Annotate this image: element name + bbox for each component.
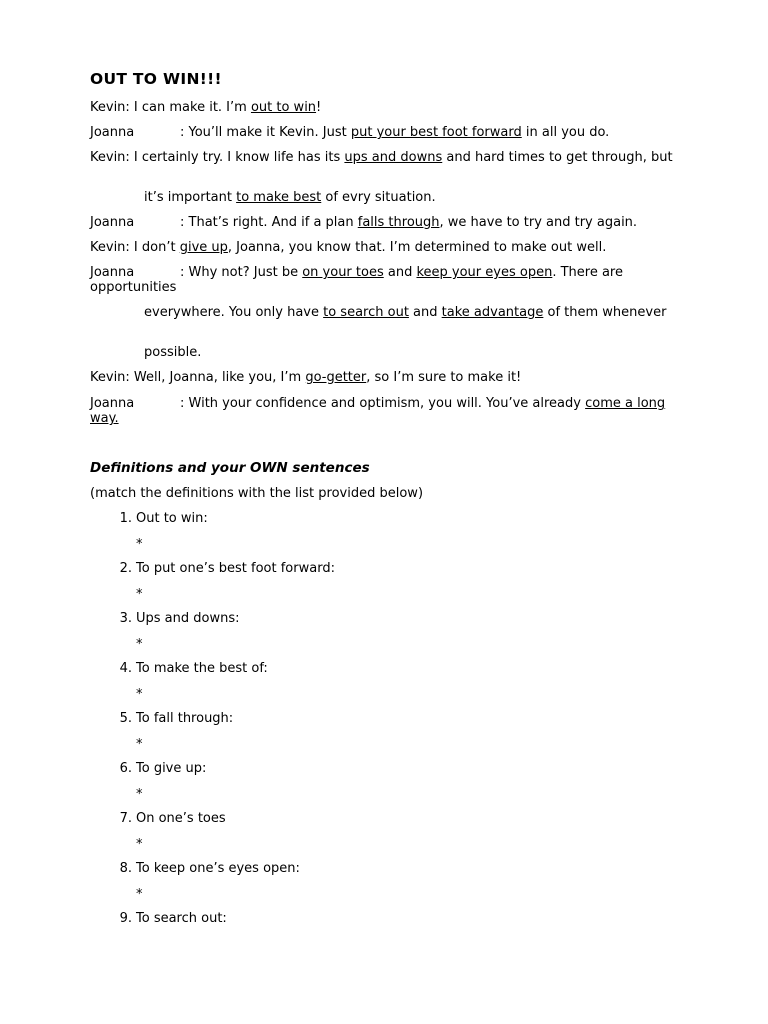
- item-term: To search out:: [136, 911, 227, 926]
- item-number: 7.: [119, 811, 132, 826]
- speaker-name: Joanna: [90, 215, 135, 230]
- idiom-underlined: to make best: [236, 190, 322, 205]
- dialogue-text: it’s important: [144, 190, 237, 205]
- dialogue-text: in all you do.: [521, 125, 610, 140]
- idiom-underlined: keep your eyes open: [416, 265, 553, 280]
- dialogue-text: Kevin: I don’t: [90, 240, 180, 255]
- idiom-underlined: take advantage: [441, 305, 544, 320]
- idiom-underlined: falls through: [357, 215, 440, 230]
- dialogue-text: possible.: [144, 345, 202, 360]
- item-term: To make the best of:: [136, 661, 268, 676]
- item-number: 4.: [119, 661, 132, 676]
- answer-bullet: *: [136, 687, 143, 702]
- item-number: 3.: [119, 611, 132, 626]
- answer-bullet: *: [136, 787, 143, 802]
- item-term: Ups and downs:: [136, 611, 240, 626]
- dialogue-text: and: [408, 305, 442, 320]
- dialogue-line: [90, 215, 680, 230]
- speaker-name: Joanna: [90, 125, 135, 140]
- item-term: To keep one’s eyes open:: [136, 861, 300, 876]
- dialogue-line: [90, 396, 680, 426]
- dialogue-text: and hard times to get through, but: [442, 150, 673, 165]
- dialogue-text: , so I’m sure to make it!: [366, 370, 522, 385]
- dialogue-line: [90, 240, 680, 255]
- dialogue-line: [90, 305, 680, 320]
- answer-bullet: *: [136, 887, 143, 902]
- dialogue-text: Kevin: I can make it. I’m: [90, 100, 251, 115]
- dialogue-text: , Joanna, you know that. I’m determined to make out well.: [227, 240, 607, 255]
- dialogue-text: : With your confidence and optimism, you will. You’ve already: [180, 396, 586, 411]
- item-term: On one’s toes: [136, 811, 226, 826]
- item-number: 9.: [119, 911, 132, 926]
- idiom-underlined: go-getter: [305, 370, 367, 385]
- idiom-underlined: ups and downs: [344, 150, 443, 165]
- speaker-name: Joanna: [90, 265, 135, 280]
- item-term: To fall through:: [136, 711, 234, 726]
- document-title: OUT TO WIN!!!: [90, 70, 222, 88]
- answer-bullet: *: [136, 537, 143, 552]
- speaker-name: Joanna: [90, 396, 135, 411]
- idiom-underlined: out to win: [250, 100, 317, 115]
- dialogue-line: [90, 150, 680, 165]
- item-number: 8.: [119, 861, 132, 876]
- item-term: To give up:: [136, 761, 207, 776]
- dialogue-line: [90, 100, 680, 115]
- dialogue-text: : Why not? Just be: [180, 265, 303, 280]
- item-number: 6.: [119, 761, 132, 776]
- dialogue-text: , we have to try and try again.: [439, 215, 638, 230]
- dialogue-text: and: [383, 265, 417, 280]
- dialogue-line: [90, 125, 680, 140]
- idiom-underlined: give up: [179, 240, 228, 255]
- answer-bullet: *: [136, 737, 143, 752]
- dialogue-text: of them whenever: [543, 305, 667, 320]
- dialogue-text: !: [316, 100, 322, 115]
- dialogue-text: . There are opportunities: [90, 265, 623, 295]
- answer-bullet: *: [136, 837, 143, 852]
- dialogue-text: Kevin: Well, Joanna, like you, I’m: [90, 370, 306, 385]
- item-number: 1.: [119, 511, 132, 526]
- idiom-underlined: to search out: [323, 305, 409, 320]
- dialogue-text: everywhere. You only have: [144, 305, 324, 320]
- dialogue-line: [90, 345, 680, 360]
- idiom-underlined: on your toes: [302, 265, 384, 280]
- answer-bullet: *: [136, 637, 143, 652]
- item-number: 2.: [119, 561, 132, 576]
- item-number: 5.: [119, 711, 132, 726]
- answer-bullet: *: [136, 587, 143, 602]
- item-term: To put one’s best foot forward:: [136, 561, 335, 576]
- dialogue-text: of evry situation.: [321, 190, 436, 205]
- idiom-underlined: put your best foot forward: [350, 125, 522, 140]
- dialogue-text: : That’s right. And if a plan: [180, 215, 358, 230]
- dialogue-text: Kevin: I certainly try. I know life has its: [90, 150, 345, 165]
- dialogue-text: : You’ll make it Kevin. Just: [180, 125, 351, 140]
- dialogue-line: [90, 265, 680, 295]
- dialogue-line: [90, 190, 680, 205]
- item-term: Out to win:: [136, 511, 208, 526]
- idiom-underlined: come a long way.: [90, 396, 666, 426]
- instructions: (match the definitions with the list provided below): [90, 486, 424, 501]
- section-heading: Definitions and your OWN sentences: [90, 460, 370, 476]
- dialogue-line: [90, 370, 680, 385]
